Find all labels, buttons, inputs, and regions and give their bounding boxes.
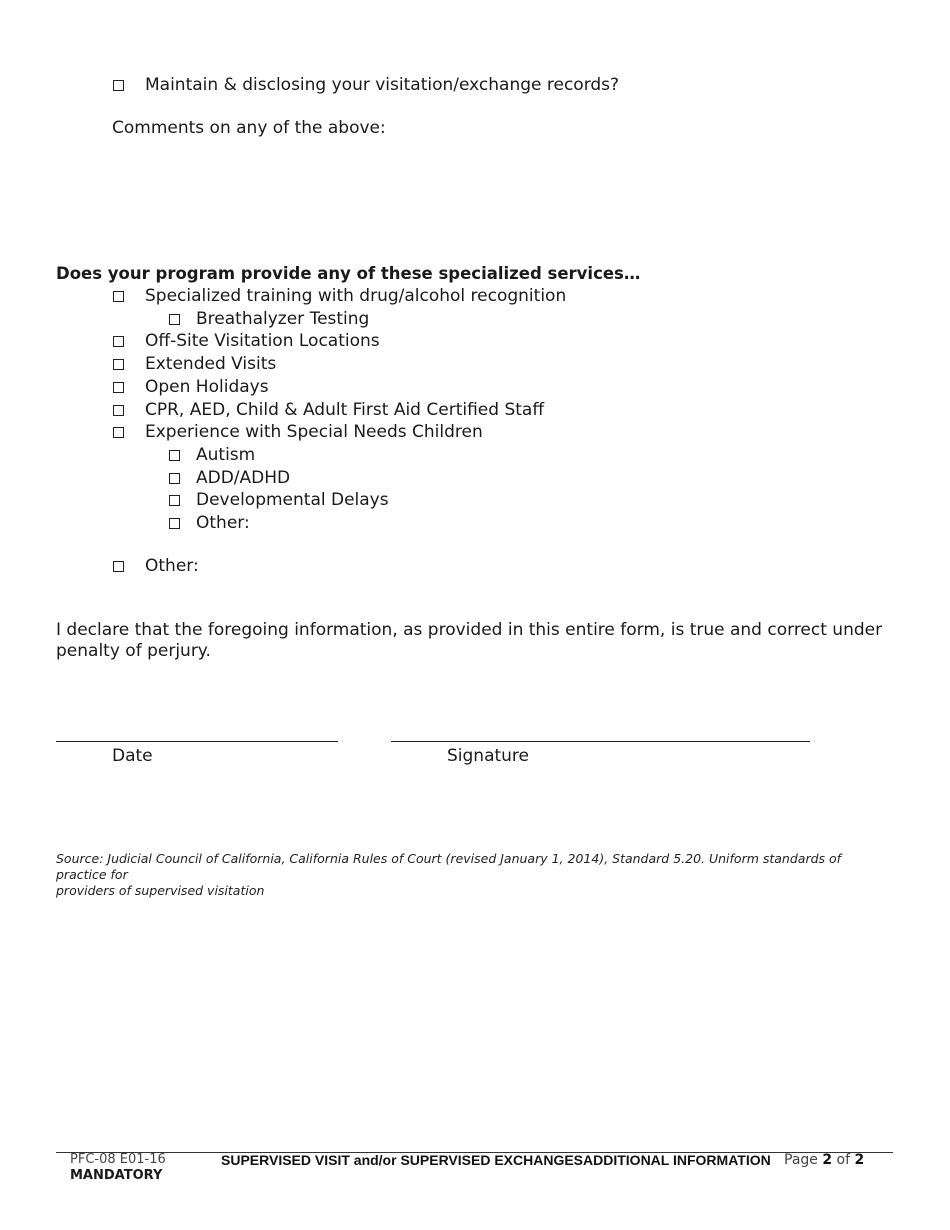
source-line-1: Source: Judicial Council of California, California Rules of Court (revised January 1, 2014), Standard 5.20. Uniform standards of practice for xyxy=(56,851,842,882)
autism-checkbox[interactable] xyxy=(169,450,180,461)
developmental-checkbox[interactable] xyxy=(169,495,180,506)
mandatory-label: MANDATORY xyxy=(70,1168,163,1183)
special-needs-checkbox[interactable] xyxy=(113,427,124,438)
offsite-checkbox[interactable] xyxy=(113,336,124,347)
offsite-label: Off-Site Visitation Locations xyxy=(145,331,380,351)
page-total: 2 xyxy=(854,1152,865,1168)
page-prefix: Page xyxy=(784,1152,823,1168)
date-line[interactable] xyxy=(56,741,338,742)
signature-label: Signature xyxy=(447,746,530,766)
signature-line[interactable] xyxy=(391,741,810,742)
extended-visits-label: Extended Visits xyxy=(145,354,277,374)
adhd-label: ADD/ADHD xyxy=(196,468,291,488)
declaration-line-2: penalty of perjury. xyxy=(56,641,211,661)
special-needs-label: Experience with Special Needs Children xyxy=(145,422,483,442)
adhd-checkbox[interactable] xyxy=(169,473,180,484)
open-holidays-label: Open Holidays xyxy=(145,377,269,397)
extended-visits-checkbox[interactable] xyxy=(113,359,124,370)
sub-other-label: Other: xyxy=(196,513,250,533)
sub-other-checkbox[interactable] xyxy=(169,518,180,529)
other-checkbox[interactable] xyxy=(113,561,124,572)
declaration-line-1: I declare that the foregoing information, as provided in this entire form, is true and correct under xyxy=(56,620,883,640)
breathalyzer-checkbox[interactable] xyxy=(169,314,180,325)
source-line-2: providers of supervised visitation xyxy=(56,883,265,898)
breathalyzer-label: Breathalyzer Testing xyxy=(196,309,370,329)
developmental-label: Developmental Delays xyxy=(196,490,389,510)
cpr-checkbox[interactable] xyxy=(113,405,124,416)
records-checkbox[interactable] xyxy=(113,80,124,91)
page-of: of xyxy=(832,1152,855,1168)
drug-training-label: Specialized training with drug/alcohol recognition xyxy=(145,286,567,306)
page-current: 2 xyxy=(822,1152,833,1168)
cpr-label: CPR, AED, Child & Adult First Aid Certified Staff xyxy=(145,400,545,420)
source-citation xyxy=(56,851,886,899)
date-label: Date xyxy=(112,746,153,766)
autism-label: Autism xyxy=(196,445,256,465)
other-label: Other: xyxy=(145,556,199,576)
comments-label: Comments on any of the above: xyxy=(112,118,386,138)
page-number xyxy=(784,1152,864,1168)
form-code: PFC-08 E01-16 xyxy=(70,1152,166,1167)
services-heading: Does your program provide any of these specialized services… xyxy=(56,264,641,283)
records-label: Maintain & disclosing your visitation/exchange records? xyxy=(145,75,620,95)
footer-title: SUPERVISED VISIT and/or SUPERVISED EXCHANGESADDITIONAL INFORMATION xyxy=(221,1152,771,1168)
open-holidays-checkbox[interactable] xyxy=(113,382,124,393)
drug-training-checkbox[interactable] xyxy=(113,291,124,302)
